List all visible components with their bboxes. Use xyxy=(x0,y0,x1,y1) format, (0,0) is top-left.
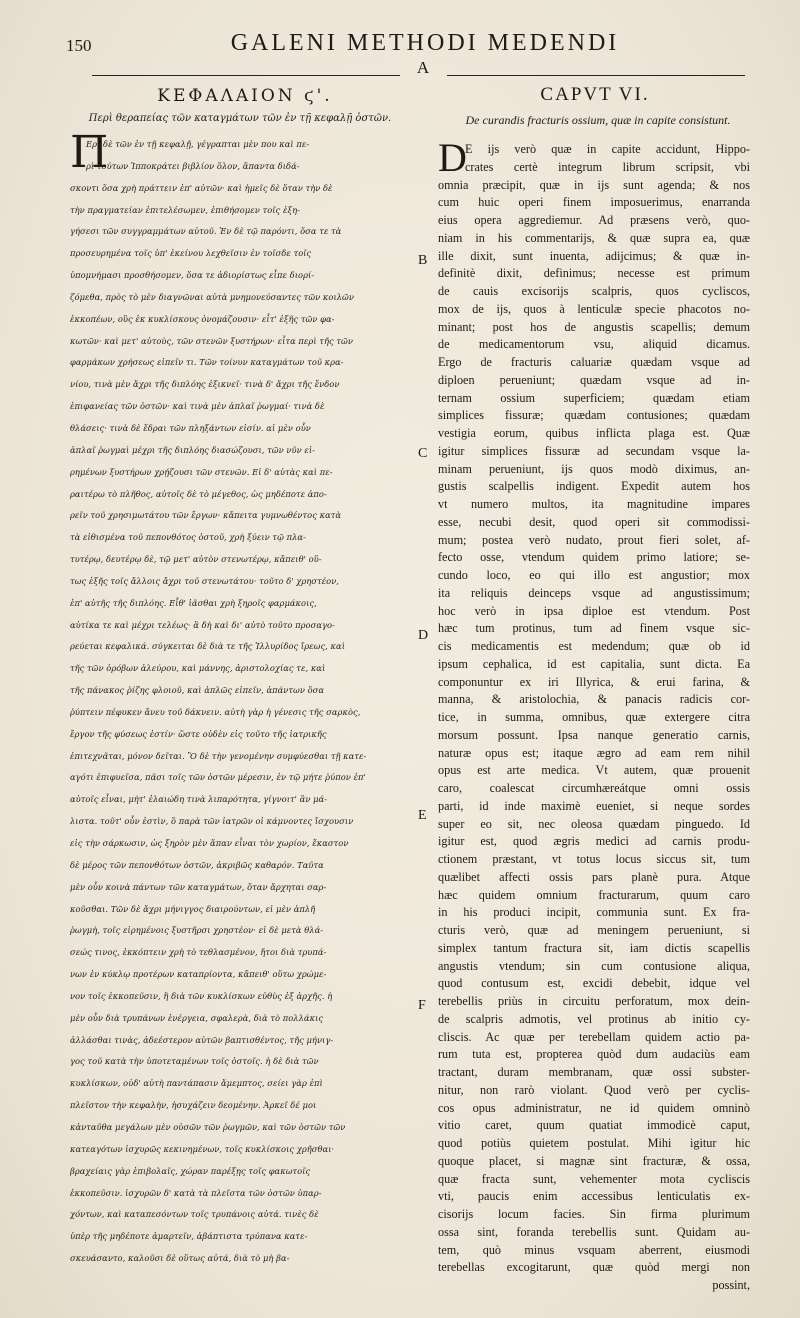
latin-text-line: cundo loco, eo qui illo est angustior; mox xyxy=(438,568,750,582)
margin-letter: D xyxy=(418,628,429,643)
latin-text-line: minant; post hos de angustis scapellis; demum xyxy=(438,319,750,334)
greek-text-line: ἐπιτεχνᾶται, μόνον δεῖται. Ὃ δὲ τὴν γενομένην συμφύεσθαι τῇ κατε- xyxy=(70,750,367,761)
greek-text-line: βραχείαις γὰρ ἐπιβολαῖς, χώραν παρέξῃς τοῖς φακωτοῖς xyxy=(70,1165,311,1176)
latin-text-line: simplices fissuræ; quædam contusiones; quædam xyxy=(438,408,750,423)
greek-text-line: δὲ μέρος τῶν πεπονθότων ὀστῶν, ἀκριβῶς καθαρόν. Ταῦτα xyxy=(70,859,324,870)
latin-text-line: diploen perueniunt; quædam vsque ad in- xyxy=(438,372,750,387)
greek-text-line: ρεῖν τοῦ χρησιμωτάτου τῶν ἔργων· κἄπειτα γυμνωθέντος κατὰ xyxy=(70,510,342,521)
latin-text-line: quod contusum est, excidi debebit, idque vel xyxy=(438,976,750,991)
greek-text-line: θλάσεις· τινὰ δὲ ἕδραι τῶν πληξάντων εἰσίν. αἱ μὲν οὖν xyxy=(70,422,311,433)
latin-text-line: tice, in summa, omnibus, quæ extergere citra xyxy=(438,710,750,724)
latin-text-line: terebellis priùs in circuitu perforatum, mox dein- xyxy=(438,994,750,1008)
latin-text-line: niam in his commentarijs, & quæ supra ea, quæ xyxy=(438,230,750,245)
latin-text-line: mum; postea verò nudato, prout fieri solet, af- xyxy=(438,532,750,547)
latin-text-line: quæ fracta sunt, vehementer mota cycliscis xyxy=(438,1171,750,1186)
greek-text-line: λιστα. τοῦτ' οὖν ἐστὶν, ὃ παρὰ τῶν ἰατρῶν οἱ κάμνοντες ἴσχουσιν xyxy=(70,816,354,827)
latin-chapter-heading: CAPVT VI. xyxy=(540,84,650,105)
greek-text-line: φαρμάκων χρήσεως εἰπεῖν τι. Τῶν τοίνυν καταγμάτων τοῦ κρα- xyxy=(70,357,344,368)
latin-text-line: cisorijs locum facies. Sin firma plurimum xyxy=(438,1207,750,1221)
latin-text-line: quoque placet, si magnæ sint fracturæ, & ossa, xyxy=(438,1153,750,1168)
greek-text-line: ζόμεθα, πρὸς τὸ μὲν διαγνῶναι αὐτὰ μνημονεύσαντες τῶν κοιλῶν xyxy=(70,291,354,302)
latin-text-line: ille dixit, sunt inuenta, adijcimus; & quæ in- xyxy=(438,248,750,263)
greek-text-line: τὴν πραγματείαν ἐπιτελέσωμεν, ἐπιθήσομεν τοῖς ἐξη- xyxy=(70,204,300,215)
latin-text-column xyxy=(438,141,750,1295)
latin-text-line: cliscis. Ac quæ per terebellam quidem actio pa- xyxy=(438,1029,750,1044)
latin-text-line: terebellas excogitarunt, quæ quòd mergi non xyxy=(438,1260,750,1275)
greek-text-line: τῆς τῶν ὀρόβων ἀλεύρου, καὶ μάννης, ἀριστολοχίας τε, καὶ xyxy=(70,663,326,674)
greek-text-line: ἐπ' αὐτῆς τῆς διπλόης. Εἶθ' ἰᾶσθαι χρὴ ξηροῖς φαρμάκοις, xyxy=(70,597,317,608)
greek-text-line: σκευάσαντο, καλοῦσι δὲ οὕτως αὐτά, διὰ τὸ μὴ βα- xyxy=(70,1253,290,1264)
latin-text-line: naturæ opus est; itaque ægro ad eam rem nihil xyxy=(438,745,750,760)
greek-text-line: σκοντι ὅσα χρὴ πράττειν ἐπ' αὐτῶν· καὶ ἡμεῖς δὲ ὅταν τὴν δὲ xyxy=(70,182,333,193)
greek-text-line: Ερὶ δὲ τῶν ἐν τῇ κεφαλῇ, γέγραπται μὲν που καὶ πε- xyxy=(86,139,310,149)
latin-text-line: vitio caret, quum quatiat immodicè caput, xyxy=(438,1118,750,1133)
greek-text-line: μὲν οὖν διὰ τρυπάνων ἐνέργεια, σφαλερὰ, διὰ τὸ πολλάκις xyxy=(70,1012,324,1023)
latin-text-line: morsum possunt. Ipsa nanque generatio carnis, xyxy=(438,727,750,742)
latin-text-line: hæc quidem omnium fracturarum, quum caro xyxy=(438,887,750,902)
latin-text-line: de scalpris admotis, vel protinus ab initio cy- xyxy=(438,1011,750,1026)
latin-text-line: cturis verò, quæ ad meningem perueniunt, si xyxy=(438,923,750,937)
latin-text-line: definitè dixit, definimus; necesse est primum xyxy=(438,266,750,281)
latin-text-line: fecto osse, vtendum quidem primo latiore; se- xyxy=(438,550,750,565)
greek-text-line: ὑπὲρ τῆς μηδέποτε ἁμαρτεῖν, ἀβάπτιστα τρύπανα κατε- xyxy=(70,1231,308,1242)
latin-text-line: nitur, non rarò violant. Quod verò per cyclis- xyxy=(438,1082,750,1097)
greek-text-line: εἰς τὴν σάρκωσιν, ὡς ξηρὸν μὲν ἅπαν εἶναι τὸν χωρίον, ἕκαστον xyxy=(70,838,349,848)
greek-text-line: τῆς πάνακος ῥίζης φλοιοῦ, καὶ ἁπλῶς εἰπεῖν, ἁπάντων ὅσα xyxy=(70,685,325,696)
greek-text-line: ἐπιφανείας τῶν ὀστῶν· καὶ τινὰ μὲν ἁπλαῖ ῥωγμαί· τινὰ δὲ xyxy=(70,401,325,412)
latin-text-line: opus est arte medica. Vt autem, quæ prouenit xyxy=(438,763,750,778)
latin-chapter-subtitle: De curandis fracturis ossium, quæ in capite consistunt. xyxy=(465,113,731,127)
latin-text-line: hæc tum protinus, tum ad finem vsque sic- xyxy=(438,621,750,636)
latin-text-line: in his produci incipit, communia sunt. Ex fra- xyxy=(438,905,750,920)
latin-text-line: manna, & aristolochia, & panacis radicis cor- xyxy=(438,692,750,707)
greek-text-column xyxy=(70,134,410,1270)
running-head: GALENI METHODI MEDENDI xyxy=(230,30,620,56)
latin-text-line: ita reliquis deinceps vsque ad angustissimum; xyxy=(438,585,750,600)
greek-text-line: ἀλλάσθαι τινὰς, ἀδεέστερον αὐτῶν βαπτισθέντος, τῆς μήνιγ- xyxy=(70,1034,334,1045)
greek-text-line: ἔργον τῆς φύσεως ἐστίν· ὥστε οὐδὲν εἰς τοῦτο τῆς ἰατρικῆς xyxy=(70,728,327,739)
greek-text-line: τως ἐξῆς τοῖς ἄλλοις ἄχρι τοῦ στενωτάτου· τοῦτο δ' χρηστέον, xyxy=(70,575,339,586)
latin-text-line: angustis vtendum; sin cum contusione aliqua, xyxy=(438,958,750,973)
greek-text-line: νίου, τινὰ μὲν ἄχρι τῆς διπλόης ἐξικνεῖ· τινὰ δ' ἄχρι τῆς ἔνδον xyxy=(70,379,340,390)
greek-text-line: κἀνταῦθα μεγάλων μὲν οὐσῶν τῶν ῥωγμῶν, καὶ τῶν ὀστῶν τῶν xyxy=(70,1121,346,1132)
latin-text-line: de medicamentorum vsu, aliquid dicamus. xyxy=(438,337,750,352)
latin-text-line: eius opera aggrediemur. Ad præsens verò, quo- xyxy=(438,213,750,227)
latin-text-line: gustis scalpellis indigent. Expedit autem hos xyxy=(438,479,750,494)
latin-text-line: mox de ijs, quos à lenticulæ specie phacotos no- xyxy=(438,301,750,316)
latin-text-line: quod potiùs quietem postulat. Mihi igitur hic xyxy=(438,1136,750,1150)
greek-text-line: προσευρημένα τοῖς ὑπ' ἐκείνου λεχθεῖσιν ἐν τοῖσδε τοῖς xyxy=(70,248,312,259)
latin-text-line: cos opus administratur, ne id quidem omninò xyxy=(438,1100,750,1115)
latin-text-line: ctionem præstant, vt totus locus siccus sit, tum xyxy=(438,852,750,866)
greek-chapter-heading: ΚΕΦΑΛΑΙΟΝ ϛ'. xyxy=(157,86,333,106)
latin-text-line: Ergo de fracturis caluariæ quædam vsque ad xyxy=(438,355,750,369)
signature-mark: A xyxy=(416,58,430,77)
header-rule-left xyxy=(92,75,400,76)
latin-text-line: vt numero multos, ita magnitudine impares xyxy=(438,497,750,511)
greek-text-line: νων ἐν κύκλῳ προτέρων καταπρίοντα, κἄπειθ' οὕτω χρώμε- xyxy=(70,969,327,980)
greek-text-line: ἐκκοπεῦσιν. ἰσχυρῶν δ' κατὰ τὰ πλεῖστα τῶν ὀστῶν ὑπαρ- xyxy=(70,1187,322,1198)
latin-text-line: omnia præcipit, quæ in ijs sunt agenda; & nos xyxy=(438,177,750,192)
greek-text-line: νον τοῖς ἐκκοπεῦσιν, ἢ διὰ τῶν κυκλίσκων εὐθὺς ἐξ ἀρχῆς. ἡ xyxy=(70,990,333,1001)
greek-text-line: τὰ εἰθισμένα τοῦ πεπονθότος ὀστοῦ, χρὴ ξύειν τῷ πλα- xyxy=(70,532,306,543)
latin-text-line: super eo sit, nec oleosa quædam pinguedo. Id xyxy=(438,816,750,831)
latin-text-line: tractant, duram membranam, quæ ossi subster- xyxy=(438,1065,750,1079)
latin-text-line: ossa sint, foranda terebellis sunt. Quidam au- xyxy=(438,1224,750,1239)
latin-text-line: vti, paucis enim accessibus lenticulatis ex- xyxy=(438,1189,750,1204)
margin-letter: F xyxy=(418,998,426,1013)
latin-text-line: E ijs verò quæ in capite accidunt, Hippo- xyxy=(465,142,750,156)
greek-text-line: κοῦσθαι. Τῶν δὲ ἄχρι μήνιγγος διαιρούντων, εἰ μὲν ἁπλῆ xyxy=(70,903,316,914)
greek-text-line: χόντων, καὶ καταπεσόντων τοῖς τρυπάνοις αὐτά. τινὲς δὲ xyxy=(70,1209,319,1220)
greek-text-line: γος τοῦ κατὰ τὴν ὑποτεταμένων τοῖς ὀστοῖς. ἡ δὲ διὰ τῶν xyxy=(70,1056,319,1067)
greek-text-line: κατεαγότων ἰσχυρῶς κεκινημένων, τοῖς κυκλίσκοις χρῆσθαι· xyxy=(70,1143,335,1154)
latin-text-line: cum huic operi finem imposuerimus, enarranda xyxy=(438,195,750,210)
latin-text-line: simplex tantum fractura sit, iam dictis scapellis xyxy=(438,940,750,955)
greek-text-line: ῥωγμὴ, τοῖς εἰρημένοις ξυστῆρσι χρηστέον· εἰ δὲ μετὰ θλά- xyxy=(70,925,324,936)
greek-text-line: σεώς τινος, ἐκκόπτειν χρὴ τὸ τεθλασμένον, ἤτοι διὰ τρυπά- xyxy=(70,947,327,958)
latin-text-line: rum tuta est, propterea quòd dum audaciùs eam xyxy=(438,1047,750,1062)
latin-text-line: quælibet affecti ossis pars planè pura. Atque xyxy=(438,869,750,884)
greek-text-line: ρεύεται κεφαλικά. σύγκειται δὲ διὰ τε τῆς Ἰλλυρίδος ἴρεως, καὶ xyxy=(70,641,345,652)
latin-text-line: ipsum cephalica, id est capitalia, sunt dicta. Ea xyxy=(438,656,750,671)
latin-text-line: igitur est, quod ægris medici ad carnis produ- xyxy=(438,834,750,849)
page-number: 150 xyxy=(66,36,92,55)
greek-text-line: τυτέρῳ, δευτέρῳ δὲ, τῷ μετ' αὐτὸν στενωτέρῳ, κἄπειθ' οὕ- xyxy=(70,554,322,565)
latin-text-line: igitur simplices fissuræ ad secundam vsque la- xyxy=(438,443,750,458)
latin-text-line: vestigia eorum, quibus inflicta plaga est. Quæ xyxy=(438,426,750,440)
greek-text-line: ἐκκοπέων, οὓς ἐκ κυκλίσκους ὀνομάζουσιν· εἶτ' ἐξῆς τῶν φα- xyxy=(70,313,335,324)
latin-text-line: hoc verò in ipsa diploe est vtendum. Post xyxy=(438,603,750,618)
greek-text-line: κυκλίσκων, οὐδ' αὐτὴ παντάπασιν ἄμεμπτος, σείει γὰρ ἐπὶ xyxy=(70,1078,323,1089)
greek-text-line: αὐτίκα τε καὶ μέχρι τελέως· ἃ δὴ καὶ δι' αὐτὸ τοῦτο προσαγο- xyxy=(70,619,335,630)
greek-text-line: κωτῶν· καὶ μετ' αὐτοὺς, τῶν στενῶν ξυστήρων· εἶτα περὶ τῆς τῶν xyxy=(70,335,353,346)
header-rule-right xyxy=(447,75,745,76)
latin-text-line: parti, id inde maximè eueniet, si neque sordes xyxy=(438,798,750,813)
greek-text-line: ρὶ τούτων Ἱπποκράτει βιβλίον ὅλον, ἅπαντα διδά- xyxy=(86,160,300,171)
greek-text-line: μὲν οὖν κοινὰ πάντων τῶν καταγμάτων, ὅταν ἄρχηται σαρ- xyxy=(70,881,327,892)
latin-text-line: crates certè integrum librum scripsit, vbi xyxy=(465,159,750,174)
latin-text-line: ternam ossium superficiem; quædam etiam xyxy=(438,390,750,405)
latin-text-line: caro, coalescat circumhæreátque omni ossis xyxy=(438,781,750,795)
greek-text-line: πλεῖστον τὴν κεφαλὴν, ἡσυχάζειν δεομένην. Ἀρκεῖ δέ μοι xyxy=(70,1100,317,1111)
latin-text-line: tem, quò minus vsquam aberrent, eiusmodi xyxy=(438,1242,750,1257)
greek-text-line: γήσεσι τῶν συγγραμμάτων αὐτοῦ. Ἐν δὲ τῷ παρόντι, ὅσα τε τὰ xyxy=(70,226,342,237)
margin-letter: E xyxy=(418,808,427,823)
greek-text-line: ῥύπτειν πέφυκεν ἄνευ τοῦ δάκνειν. αὐτὴ γὰρ ἡ γένεσις τῆς σαρκὸς, xyxy=(70,706,361,717)
margin-letter: B xyxy=(418,253,428,268)
latin-drop-cap: D xyxy=(438,135,467,180)
greek-drop-cap: Π xyxy=(70,127,109,178)
greek-text-line: ραιτέρω τὸ πλῆθος, αὐτοῖς δὲ τὸ μέγεθος, ὡς μηδέποτε ἀπο- xyxy=(70,488,327,499)
latin-text-line: cis medicamentis est medendum; quæ ob id xyxy=(438,639,750,653)
latin-text-line: de cauis excisorijs scalpris, quos cycliscos, xyxy=(438,284,750,298)
latin-text-line: possint, xyxy=(712,1278,750,1292)
greek-text-line: αὐτοῖς εἶναι, μήτ' ἐλαιώδη τινὰ λιπαρότητα, γίγνοιτ' ἂν μά- xyxy=(70,794,328,805)
greek-text-line: αγότι ἐπιφυεῖσα, πᾶσι τοῖς τῶν ὀστῶν μέρεσιν, ἐν τῷ μήτε ῥύπον ἐπ' xyxy=(70,772,366,783)
greek-text-line: ρημένων ξυστήρων χρῄζουσι τῶν στενῶν. Εἰ δ' αὐτὰς καὶ πε- xyxy=(70,466,333,477)
latin-text-line: esse, necubi desit, quod operi sit commodissi- xyxy=(438,514,750,529)
latin-text-line: componuntur ex iri Illyrica, & erui farina, & xyxy=(438,674,750,689)
greek-text-line: ἁπλαῖ ῥωγμαὶ μέχρι τῆς διπλόης διασώζουσι, τῶν νῦν εἰ- xyxy=(70,444,316,455)
latin-text-line: minam perueniunt, ijs quos modò diximus, an- xyxy=(438,461,750,476)
greek-chapter-subtitle: Περὶ θεραπείας τῶν καταγμάτων τῶν ἐν τῇ κεφαλῇ ὀστῶν. xyxy=(88,113,392,124)
margin-letter: C xyxy=(418,446,428,461)
greek-text-line: ὑπομνήμασι προσθήσομεν, ὅσα τε ἀδιορίστως εἶπε διορί- xyxy=(70,270,315,281)
